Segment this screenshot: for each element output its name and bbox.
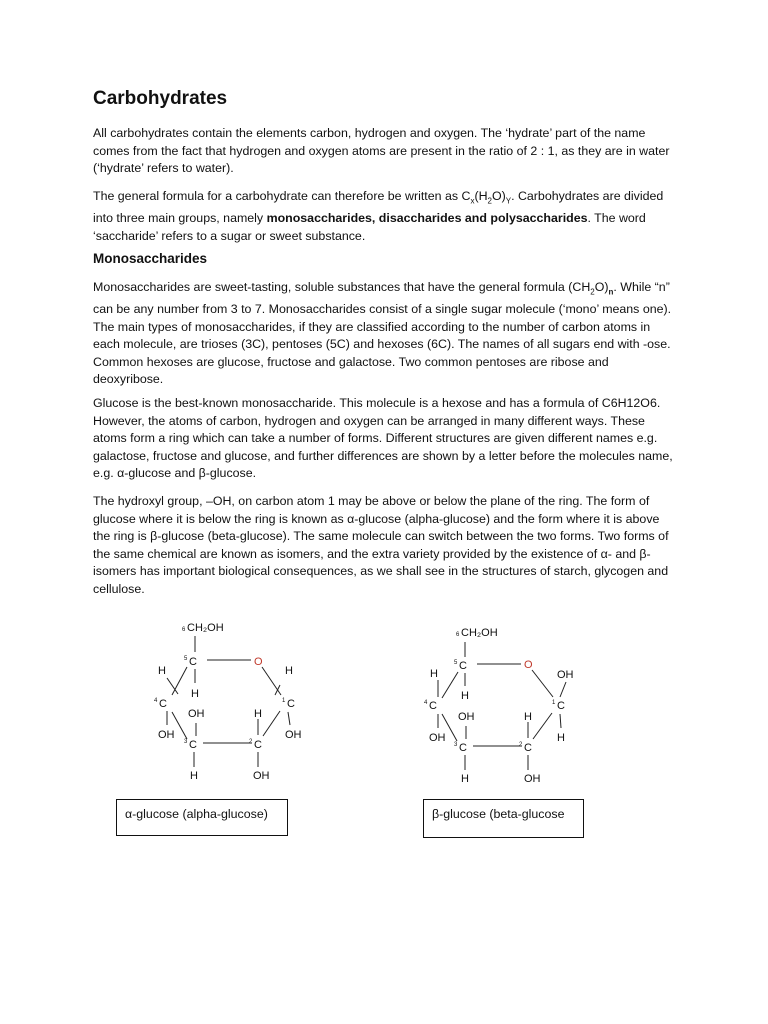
carbon-number-3: 3 [184, 739, 188, 745]
c2-hydroxyl: OH [524, 773, 541, 785]
beta-glucose-diagram [420, 620, 590, 790]
c1-hydroxyl: OH [557, 669, 574, 681]
ring-oxygen: O [254, 656, 263, 668]
c2-hydroxyl: OH [253, 770, 270, 782]
page-title: Carbohydrates [93, 88, 228, 109]
carbon-number-6: 6 [456, 632, 460, 638]
carbon-number-3: 3 [454, 742, 458, 748]
carbon-2: C [524, 742, 532, 754]
carbon-4: C [429, 700, 437, 712]
c5-c4-bond [442, 672, 458, 698]
c4-hydrogen: H [430, 668, 438, 680]
c1-hydrogen: H [285, 665, 293, 677]
c2-hydrogen: H [524, 711, 532, 723]
c4-hydrogen: H [158, 665, 166, 677]
c4-hydroxyl: OH [429, 732, 446, 744]
carbon-5: C [189, 656, 197, 668]
c1-oh-bond [288, 712, 290, 725]
carbon-3: C [459, 742, 467, 754]
c3-hydroxyl: OH [458, 711, 475, 723]
beta-glucose-label: β-glucose (beta-glucose [423, 799, 584, 838]
ch2oh-group: CH₂OH [461, 627, 498, 639]
c3-hydrogen: H [190, 770, 198, 782]
c4-hydroxyl: OH [158, 729, 175, 741]
c5-hydrogen: H [191, 688, 199, 700]
c1-hydroxyl: OH [285, 729, 302, 741]
c1-h-bond [560, 714, 561, 728]
o-c1-bond [532, 670, 553, 697]
carbon-2: C [254, 739, 262, 751]
carbon-1: C [287, 698, 295, 710]
paragraph-hydroxyl-group: The hydroxyl group, –OH, on carbon atom 1 may be above or below the plane of the ring. The form of glucose where it is below the ring is known as α-glucose (alpha-glucose) and the form where it is above the ring is β-glucose (beta-glucose). The same molecule can switch between the two forms. Two forms of the same chemical are known as isomers, and the extra variety provided by the existence of α- and β-isomers has important biological consequences, as we shall see in the structures of starch, glycogen and cellulose. [93, 494, 669, 596]
carbon-number-4: 4 [424, 700, 428, 706]
c1-c2-bond [263, 711, 280, 736]
c5-hydrogen: H [461, 690, 469, 702]
paragraph-glucose: Glucose is the best-known monosaccharide. This molecule is a hexose and has a formula of C6H12O6. However, the atoms of carbon, hydrogen and oxygen can be arranged in many different ways. These atoms form a ring which can take a number of forms. Different structures are given different names e.g. galactose, fructose and glucose, and further differences are shown by a letter before the molecules name, e.g. α-glucose and β-glucose. [93, 396, 673, 481]
alpha-glucose-label: α-glucose (alpha-glucose) [116, 799, 288, 836]
section-heading-monosaccharides: Monosaccharides [93, 251, 208, 266]
ch2oh-group: CH₂OH [187, 622, 224, 634]
ring-oxygen: O [524, 659, 533, 671]
carbon-number-2: 2 [249, 739, 253, 745]
c3-hydrogen: H [461, 773, 469, 785]
c3-hydroxyl: OH [188, 708, 205, 720]
carbon-number-5: 5 [184, 656, 188, 662]
c2-hydrogen: H [254, 708, 262, 720]
c1-hydrogen: H [557, 732, 565, 744]
o-c1-bond [262, 667, 281, 695]
paragraph-intro: All carbohydrates contain the elements carbon, hydrogen and oxygen. The ‘hydrate’ part of the name comes from the fact that hydrogen and oxygen atoms are present in the ratio of 2 : 1, as they are in water (‘hydrate’ refers to water). [93, 126, 670, 176]
alpha-glucose-diagram [150, 615, 320, 785]
carbon-number-5: 5 [454, 660, 458, 666]
carbon-4: C [159, 698, 167, 710]
paragraph-general-formula: The general formula for a carbohydrate can therefore be written as $C_x(H_2O)_Y$. Carbohydrates are divided into three main groups, namely monosaccharides, disaccharides and polysaccharides. The word ‘saccharide’ refers to a sugar or sweet substance. [93, 189, 664, 243]
c1-oh-bond [560, 682, 566, 697]
carbon-1: C [557, 700, 565, 712]
carbon-number-4: 4 [154, 698, 158, 704]
carbon-5: C [459, 660, 467, 672]
c5-c4-bond [172, 667, 187, 695]
carbon-number-6: 6 [182, 627, 186, 633]
carbon-number-1: 1 [552, 700, 556, 706]
carbon-number-1: 1 [282, 698, 286, 704]
carbon-3: C [189, 739, 197, 751]
carbon-number-2: 2 [519, 742, 523, 748]
c1-c2-bond [533, 713, 552, 739]
paragraph-monosaccharides: Monosaccharides are sweet-tasting, soluble substances that have the general formula $(CH_2O)_n$. While “n” can be any number from 3 to 7. Monosaccharides consist of a single sugar molecule (‘mono’ means one). The main types of monosaccharides, if they are classified according to the number of carbon atoms in each molecule, are trioses (3C), pentoses (5C) and hexoses (6C). The names of all sugars end with -ose. Common hexoses are glucose, fructose and galactose. Two common pentoses are ribose and deoxyribose. [93, 280, 672, 387]
